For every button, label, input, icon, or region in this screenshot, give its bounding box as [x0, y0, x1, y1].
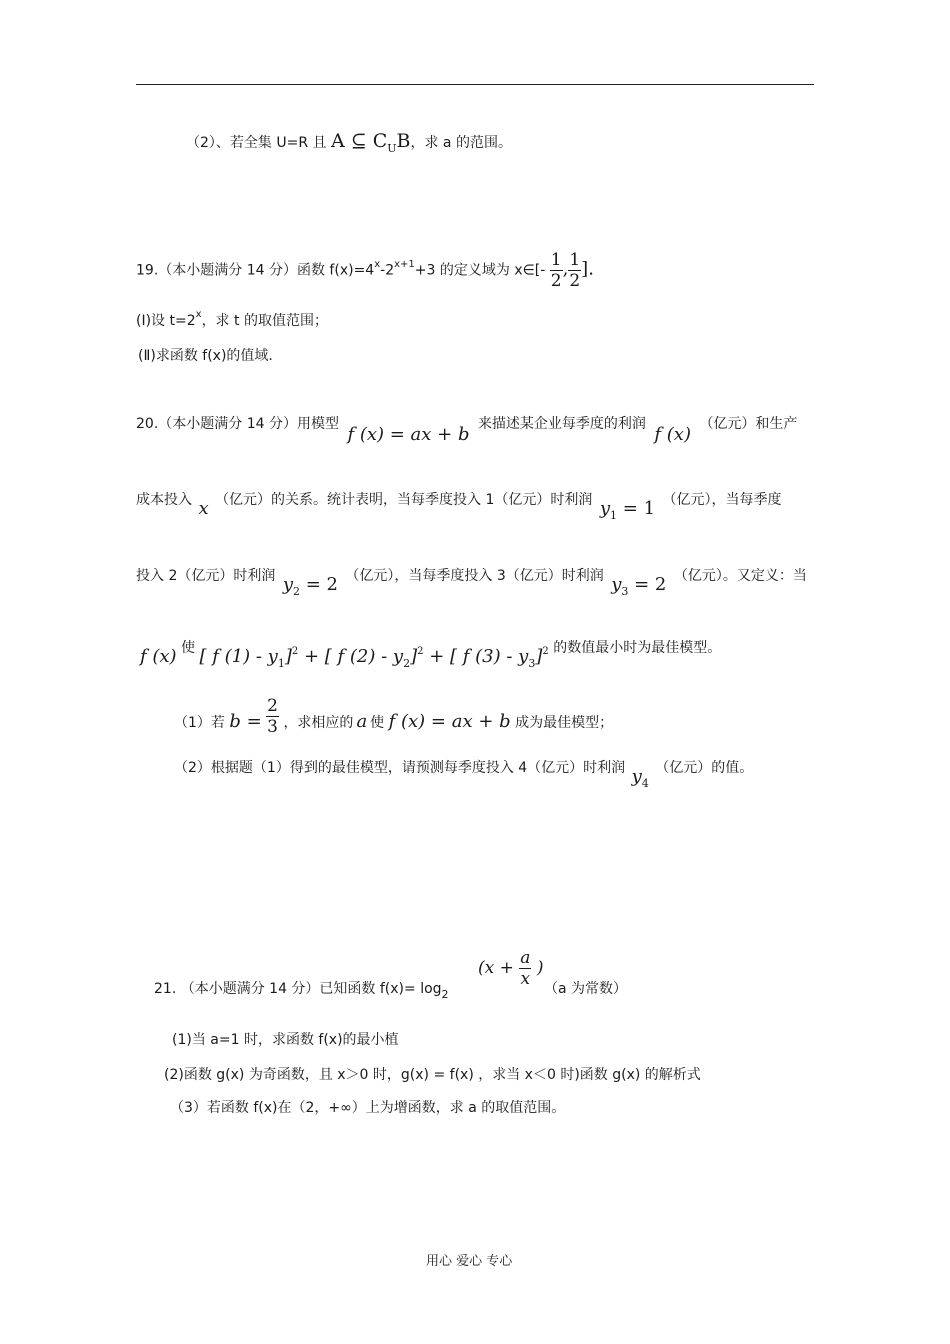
- fraction-half: $\frac{1}{2}$: [550, 250, 562, 291]
- q19-part2: (Ⅱ)求函数 f(x)的值域.: [138, 348, 273, 364]
- q20-line2: 成本投入 x （亿元）的关系。统计表明，当每季度投入 1（亿元）时利润 $y_1 = 1$ （亿元），当每季度: [136, 492, 782, 522]
- y4-value: $y_4$: [631, 766, 649, 790]
- q21-part2: (2)函数 g(x) 为奇函数，且 x＞0 时，g(x) = f(x) ，求当 x＜0 时)函数 g(x) 的解析式: [164, 1067, 701, 1083]
- q20-line4: f (x) 使 [ f $(1) - y_1]^2$ + [ f $(2) - y_2]^2$ + [ f $(3) - y_3]^2$ 的数值最小时为最佳模型。: [140, 640, 722, 670]
- y1-value: $y_1 = 1$: [599, 498, 656, 522]
- q21-statement: 21. （本小题满分 14 分）已知函数 $f(x)= \log_2$: [154, 981, 449, 1001]
- prev-part2-text: （2）、若全集 U=R 且: [186, 135, 327, 151]
- q20-line3: 投入 2（亿元）时利润 $y_2 = 2$ （亿元），当每季度投入 3（亿元）时利润 $y_3 = 2$ （亿元）。又定义：当: [136, 568, 807, 598]
- model-formula: f (x) = ax + b: [347, 424, 470, 445]
- y3-value: $y_3 = 2$: [611, 574, 667, 598]
- q20-part1: （1）若 b = $\frac{2}{3}$ ，求相应的 a 使 f (x) = ax + b 成为最佳模型；: [174, 696, 614, 737]
- header-rule: [136, 84, 814, 85]
- q21-part1: (1)当 a=1 时，求函数 f(x)的最小植: [172, 1032, 399, 1048]
- fraction-half: $\frac{1}{2}$: [569, 250, 581, 291]
- prev-part2: [186, 132, 512, 153]
- subset-formula: A ⊆ $C_UB$: [330, 130, 411, 155]
- q19-statement: 19.（本小题满分 14 分）函数 $f(x)=4^x-2^{x+1}+3$ 的定义域为 x∈[- $\frac{1}{2}$ , $\frac{1}{2}$ ].: [136, 250, 594, 291]
- q20-line1: 20.（本小题满分 14 分）用模型 f (x) = ax + b 来描述某企业每季度的利润 f (x) （亿元）和生产: [136, 416, 798, 445]
- page-footer: 用心 爱心 专心: [426, 1254, 513, 1269]
- least-squares-sum: [ f $(1) - y_1]^2$ + [ f $(2) - y_2]^2$ + [ f $(3) - y_3]^2$: [199, 646, 549, 670]
- q20-part2: （2）根据题（1）得到的最佳模型，请预测每季度投入 4（亿元）时利润 $y_4$ （亿元）的值。: [174, 760, 754, 790]
- q21-log-argument: (x + $\frac{a}{x}$ ): [478, 948, 544, 989]
- prev-part2-tail: ，求 a 的范围。: [410, 135, 512, 151]
- q21-part3: （3）若函数 f(x)在（2，+∞）上为增函数，求 a 的取值范围。: [170, 1100, 566, 1116]
- y2-value: $y_2 = 2$: [282, 574, 338, 598]
- profit-function: f (x): [654, 424, 691, 445]
- q21-constant-note: （a 为常数）: [544, 981, 628, 997]
- q19-part1: (Ⅰ)设 $t=2^x$，求 t 的取值范围；: [136, 309, 328, 329]
- fraction-two-thirds: $\frac{2}{3}$: [267, 696, 278, 737]
